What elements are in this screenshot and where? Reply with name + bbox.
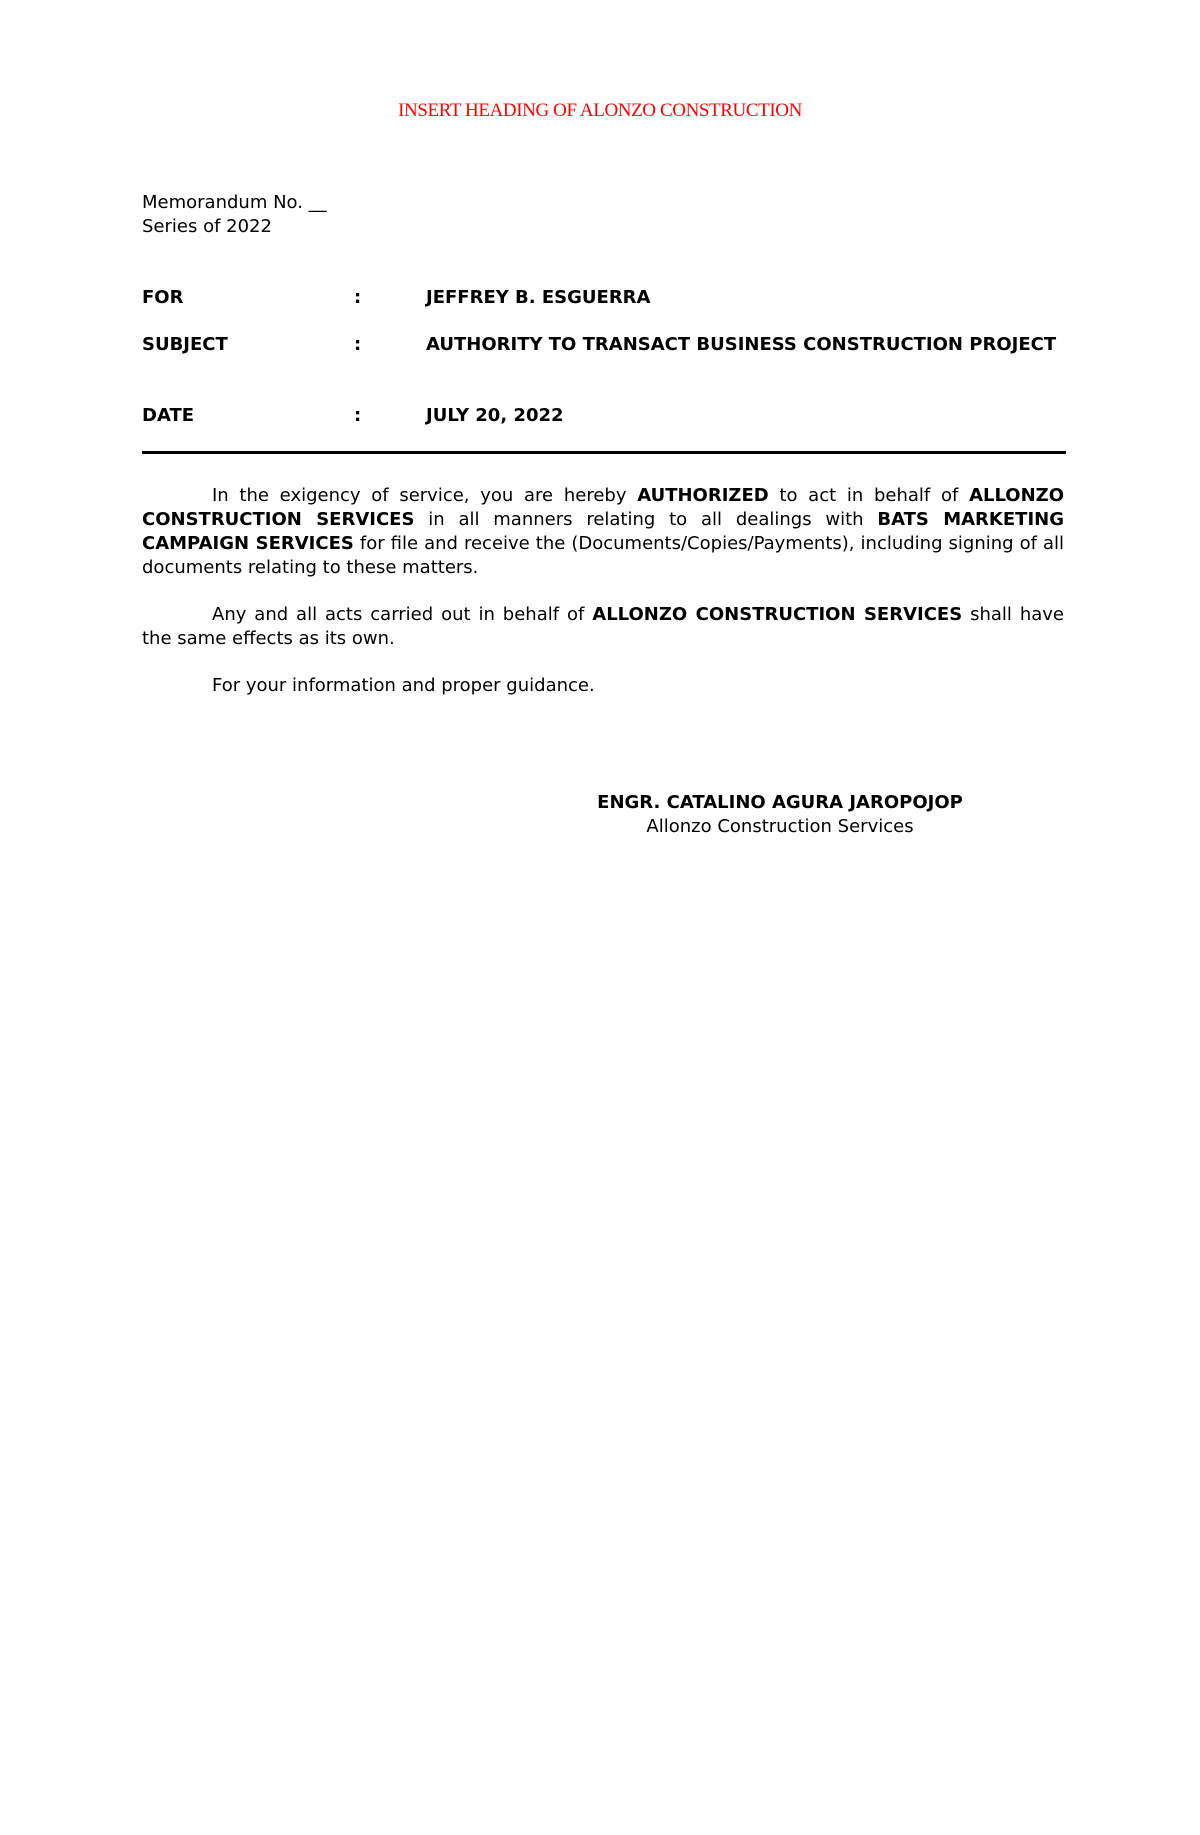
for-colon: : [354,287,362,308]
p1-counterparty: BATS MARKETING CAMPAIGN SERVICES [142,509,1064,554]
body-paragraph-1 [142,484,1064,580]
p1-text-4: for file and receive the (Documents/Copies/Payments), including signing of all documents relating to these matters. [142,533,1065,578]
memo-number: Memorandum No. __ [142,192,327,213]
for-value: JEFFREY B. ESGUERRA [426,287,651,308]
p2-text-2: shall have the same effects as its own. [142,604,1065,649]
date-label: DATE [142,405,195,426]
p2-text-1: Any and all acts carried out in behalf of [212,604,593,625]
p1-company: ALLONZO CONSTRUCTION SERVICES [142,485,1065,530]
p1-authorized: AUTHORIZED [637,485,769,506]
p1-text-3: in all manners relating to all dealings with [414,509,878,530]
date-value: JULY 20, 2022 [426,405,564,426]
header-divider [142,451,1066,454]
letterhead-placeholder: INSERT HEADING OF ALONZO CONSTRUCTION [398,100,802,121]
signatory-organization: Allonzo Construction Services [646,816,914,837]
p1-text-2: to act in behalf of [768,485,970,506]
subject-value: AUTHORITY TO TRANSACT BUSINESS CONSTRUCTION PROJECT [426,334,1057,355]
p1-text-1: In the exigency of service, you are hereby [212,485,638,506]
memo-number-block [142,191,327,239]
date-colon: : [354,405,362,426]
subject-label: SUBJECT [142,334,228,355]
body-paragraph-2 [142,603,1064,651]
subject-colon: : [354,334,362,355]
memo-series: Series of 2022 [142,216,272,237]
signatory-name: ENGR. CATALINO AGURA JAROPOJOP [597,792,963,813]
for-label: FOR [142,287,184,308]
body-paragraph-3: For your information and proper guidance. [212,675,595,696]
p2-company: ALLONZO CONSTRUCTION SERVICES [592,604,963,625]
signature-block [500,791,1060,839]
